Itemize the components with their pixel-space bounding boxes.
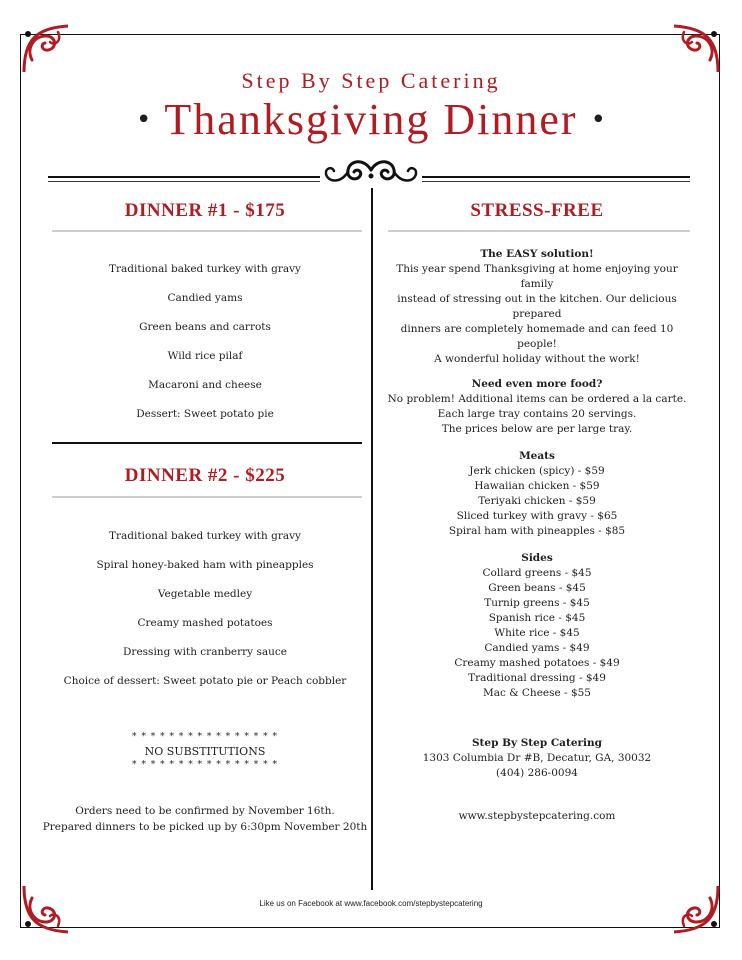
list-item: Hawaiian chicken - $59 <box>474 480 600 492</box>
stressfree-line: This year spend Thanksgiving at home enjoying your family <box>396 263 678 290</box>
stressfree-rule <box>388 230 690 232</box>
meats-list <box>384 464 690 539</box>
stressfree-heading: STRESS-FREE <box>470 200 604 221</box>
sides-heading: Sides <box>521 552 553 564</box>
list-item: Spanish rice - $45 <box>488 612 586 624</box>
section-divider <box>52 442 362 444</box>
list-item: Traditional baked turkey with gravy <box>109 263 301 275</box>
stressfree-block <box>384 247 690 367</box>
stars-top: * * * * * * * * * * * * * * * * <box>132 732 278 742</box>
stressfree-line: A wonderful holiday without the work! <box>434 353 640 365</box>
title-bullet-left: • <box>135 104 152 135</box>
list-item: Traditional baked turkey with gravy <box>109 530 301 542</box>
header-divider-right-thin <box>422 181 690 182</box>
list-item: Choice of dessert: Sweet potato pie or Peach cobbler <box>63 675 347 687</box>
contact-name: Step By Step Catering <box>471 737 603 749</box>
contact-block <box>384 736 690 781</box>
dinner1-rule <box>52 230 362 232</box>
title-bullet-right: • <box>590 104 607 135</box>
facebook-footer: Like us on Facebook at www.facebook.com/stepbystepcatering <box>259 899 483 908</box>
page-title: Thanksgiving Dinner <box>164 95 578 144</box>
list-item: Mac & Cheese - $55 <box>482 687 591 699</box>
contact-phone: (404) 286-0094 <box>496 767 578 779</box>
list-item: Collard greens - $45 <box>482 567 592 579</box>
title-row <box>0 94 742 145</box>
header-divider-left-thin <box>48 181 320 182</box>
website-link[interactable]: www.stepbystepcatering.com <box>458 810 616 822</box>
orders-line-2: Prepared dinners to be picked up by 6:30pm November 20th <box>42 821 368 833</box>
list-item: Dessert: Sweet potato pie <box>136 408 274 420</box>
company-name: Step By Step Catering <box>241 68 501 93</box>
list-item: Spiral honey-baked ham with pineapples <box>96 559 314 571</box>
list-item: Sliced turkey with gravy - $65 <box>456 510 618 522</box>
list-item: Wild rice pilaf <box>167 350 243 362</box>
dinner2-menu <box>48 528 362 702</box>
list-item: Macaroni and cheese <box>148 379 262 391</box>
stars-bottom: * * * * * * * * * * * * * * * * <box>132 760 278 770</box>
more-food-block <box>384 377 690 437</box>
dinner2-rule <box>52 496 362 498</box>
more-food-line: The prices below are per large tray. <box>441 423 633 435</box>
list-item: Teriyaki chicken - $59 <box>478 495 596 507</box>
header-divider-right <box>422 176 690 178</box>
list-item: Green beans - $45 <box>488 582 586 594</box>
list-item: Jerk chicken (spicy) - $59 <box>469 465 605 477</box>
meats-block <box>384 449 690 539</box>
corner-flourish-icon <box>666 880 724 938</box>
list-item: Creamy mashed potatoes <box>137 617 273 629</box>
list-item: Spiral ham with pineapples - $85 <box>448 525 626 537</box>
more-food-line: Each large tray contains 20 servings. <box>437 408 637 420</box>
meats-heading: Meats <box>519 450 555 462</box>
orders-line-1: Orders need to be confirmed by November 16th. <box>75 805 335 817</box>
stressfree-subheading: The EASY solution! <box>480 248 594 260</box>
column-divider <box>371 188 373 890</box>
list-item: Creamy mashed potatoes - $49 <box>454 657 620 669</box>
dinner1-menu <box>48 261 362 435</box>
list-item: Dressing with cranberry sauce <box>123 646 287 658</box>
list-item: Turnip greens - $45 <box>484 597 590 609</box>
sides-list <box>384 566 690 701</box>
list-item: Traditional dressing - $49 <box>468 672 606 684</box>
sides-block <box>384 551 690 701</box>
list-item: White rice - $45 <box>494 627 580 639</box>
contact-address: 1303 Columbia Dr #B, Decatur, GA, 30032 <box>422 752 652 764</box>
more-food-heading: Need even more food? <box>471 378 603 390</box>
stressfree-line: dinners are completely homemade and can feed 10 people! <box>400 323 674 350</box>
more-food-line: No problem! Additional items can be ordered a la carte. <box>387 393 687 405</box>
list-item: Green beans and carrots <box>139 321 271 333</box>
orders-notice <box>40 803 370 835</box>
header-divider-left <box>48 176 320 178</box>
dinner1-heading: DINNER #1 - $175 <box>124 200 286 221</box>
corner-flourish-icon <box>18 880 76 938</box>
dinner2-heading: DINNER #2 - $225 <box>124 465 286 486</box>
list-item: Candied yams - $49 <box>484 642 590 654</box>
stressfree-line: instead of stressing out in the kitchen. Our delicious prepared <box>397 293 677 320</box>
list-item: Vegetable medley <box>157 588 253 600</box>
scroll-ornament-icon <box>320 156 422 188</box>
no-substitutions-notice: NO SUBSTITUTIONS <box>144 745 266 758</box>
list-item: Candied yams <box>167 292 243 304</box>
